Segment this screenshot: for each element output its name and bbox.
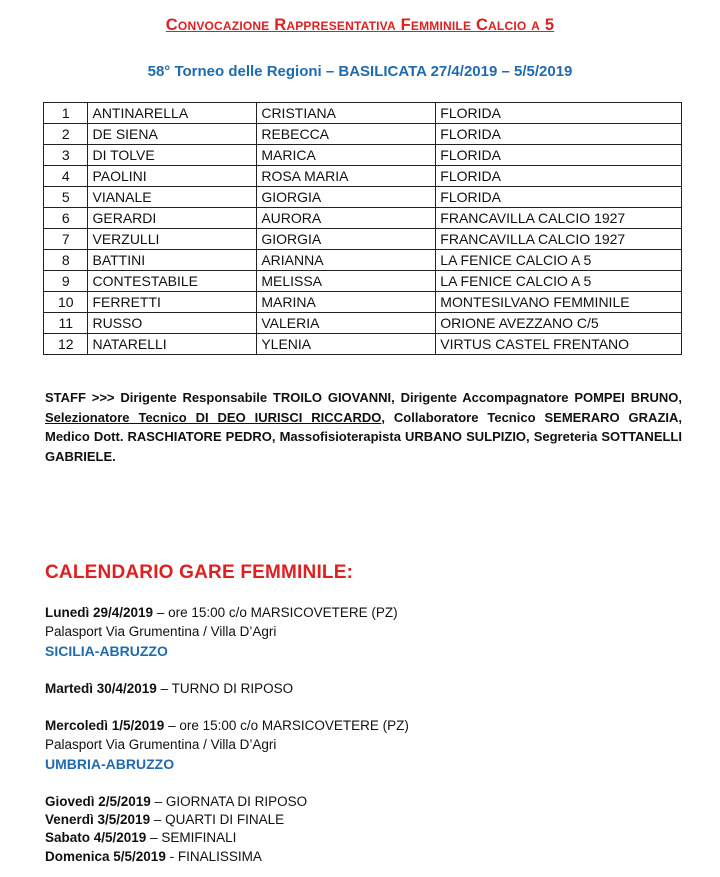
match-3-info: – ore 15:00 c/o MARSICOVETERE (PZ)	[164, 718, 409, 733]
roster-row	[44, 334, 682, 355]
player-club: MONTESILVANO FEMMINILE	[436, 292, 682, 313]
match-4-date: Giovedì 2/5/2019	[45, 794, 151, 809]
player-surname: DE SIENA	[88, 124, 257, 145]
player-surname: RUSSO	[88, 313, 257, 334]
player-surname: BATTINI	[88, 250, 257, 271]
roster-row	[44, 166, 682, 187]
player-club: FLORIDA	[436, 103, 682, 124]
player-club: LA FENICE CALCIO A 5	[436, 250, 682, 271]
match-7-line	[45, 849, 262, 864]
player-surname: GERARDI	[88, 208, 257, 229]
match-4-info: – GIORNATA DI RIPOSO	[150, 794, 308, 809]
player-name: GIORGIA	[257, 187, 436, 208]
player-club: ORIONE AVEZZANO C/5	[436, 313, 682, 334]
roster-row	[44, 271, 682, 292]
staff-text-1: STAFF >>> Dirigente Responsabile TROILO GIOVANNI, Dirigente Accompagnatore POMPEI BRUNO,	[45, 390, 682, 405]
staff-selector-underlined: Selezionatore Tecnico DI DEO IURISCI RICCARDO	[45, 409, 382, 425]
match-3-line	[45, 718, 409, 733]
document-title: Convocazione Rappresentativa Femminile Calcio a 5	[165, 16, 555, 34]
player-name: GIORGIA	[257, 229, 436, 250]
match-3-date: Mercoledì 1/5/2019	[45, 718, 165, 733]
match-1-info: – ore 15:00 c/o MARSICOVETERE (PZ)	[153, 605, 398, 620]
player-number: 9	[44, 271, 88, 292]
roster-table	[43, 102, 682, 355]
player-name: VALERIA	[257, 313, 436, 334]
player-surname: NATARELLI	[88, 334, 257, 355]
match-5-line	[45, 812, 284, 827]
player-name: CRISTIANA	[257, 103, 436, 124]
player-surname: PAOLINI	[88, 166, 257, 187]
player-name: MELISSA	[257, 271, 436, 292]
player-number: 2	[44, 124, 88, 145]
calendar-title: CALENDARIO GARE FEMMINILE:	[45, 562, 354, 583]
player-club: FLORIDA	[436, 124, 682, 145]
tournament-subtitle: 58° Torneo delle Regioni – BASILICATA 27/4/2019 – 5/5/2019	[147, 63, 573, 80]
player-club: FLORIDA	[436, 166, 682, 187]
player-number: 7	[44, 229, 88, 250]
match-6-date: Sabato 4/5/2019	[45, 830, 147, 845]
player-number: 10	[44, 292, 88, 313]
player-club: VIRTUS CASTEL FRENTANO	[436, 334, 682, 355]
match-1-line	[45, 605, 398, 620]
player-name: REBECCA	[257, 124, 436, 145]
player-surname: VIANALE	[88, 187, 257, 208]
staff-paragraph	[45, 388, 682, 466]
player-surname: FERRETTI	[88, 292, 257, 313]
player-number: 12	[44, 334, 88, 355]
roster-table-body	[44, 103, 682, 355]
player-number: 4	[44, 166, 88, 187]
roster-row	[44, 187, 682, 208]
match-7-date: Domenica 5/5/2019	[45, 849, 166, 864]
player-number: 8	[44, 250, 88, 271]
player-name: ARIANNA	[257, 250, 436, 271]
staff-text-2: , Collaboratore Tecnico SEMERARO GRAZIA, Medico Dott. RASCHIATORE PEDRO, Massofisioterapista URBANO SULPIZIO, Segreteria SOTTANELLI GABRIELE.	[45, 409, 682, 464]
player-surname: ANTINARELLA	[88, 103, 257, 124]
match-6-line	[45, 830, 236, 845]
match-5-info: – QUARTI DI FINALE	[150, 812, 285, 827]
match-1-venue: Palasport Via Grumentina / Villa D’Agri	[45, 624, 277, 639]
match-1-date: Lunedì 29/4/2019	[45, 605, 154, 620]
match-3-teams: UMBRIA-ABRUZZO	[45, 756, 175, 772]
match-4-line	[45, 794, 307, 809]
player-club: LA FENICE CALCIO A 5	[436, 271, 682, 292]
match-2-date: Martedì 30/4/2019	[45, 681, 157, 696]
roster-row	[44, 145, 682, 166]
roster-row	[44, 103, 682, 124]
match-3-venue: Palasport Via Grumentina / Villa D’Agri	[45, 737, 277, 752]
roster-row	[44, 313, 682, 334]
player-number: 1	[44, 103, 88, 124]
player-name: MARINA	[257, 292, 436, 313]
player-club: FLORIDA	[436, 145, 682, 166]
player-surname: DI TOLVE	[88, 145, 257, 166]
match-2-line	[45, 681, 293, 696]
match-7-info: - FINALISSIMA	[165, 849, 262, 864]
player-number: 3	[44, 145, 88, 166]
player-club: FLORIDA	[436, 187, 682, 208]
player-number: 6	[44, 208, 88, 229]
match-1-teams: SICILIA-ABRUZZO	[45, 643, 168, 659]
match-2-info: – TURNO DI RIPOSO	[156, 681, 294, 696]
player-number: 5	[44, 187, 88, 208]
roster-row	[44, 292, 682, 313]
player-name: YLENIA	[257, 334, 436, 355]
roster-row	[44, 229, 682, 250]
match-6-info: – SEMIFINALI	[146, 830, 237, 845]
player-surname: VERZULLI	[88, 229, 257, 250]
roster-row	[44, 208, 682, 229]
roster-row	[44, 124, 682, 145]
player-number: 11	[44, 313, 88, 334]
player-name: AURORA	[257, 208, 436, 229]
player-club: FRANCAVILLA CALCIO 1927	[436, 208, 682, 229]
player-surname: CONTESTABILE	[88, 271, 257, 292]
player-name: MARICA	[257, 145, 436, 166]
roster-row	[44, 250, 682, 271]
player-name: ROSA MARIA	[257, 166, 436, 187]
match-5-date: Venerdì 3/5/2019	[45, 812, 151, 827]
player-club: FRANCAVILLA CALCIO 1927	[436, 229, 682, 250]
